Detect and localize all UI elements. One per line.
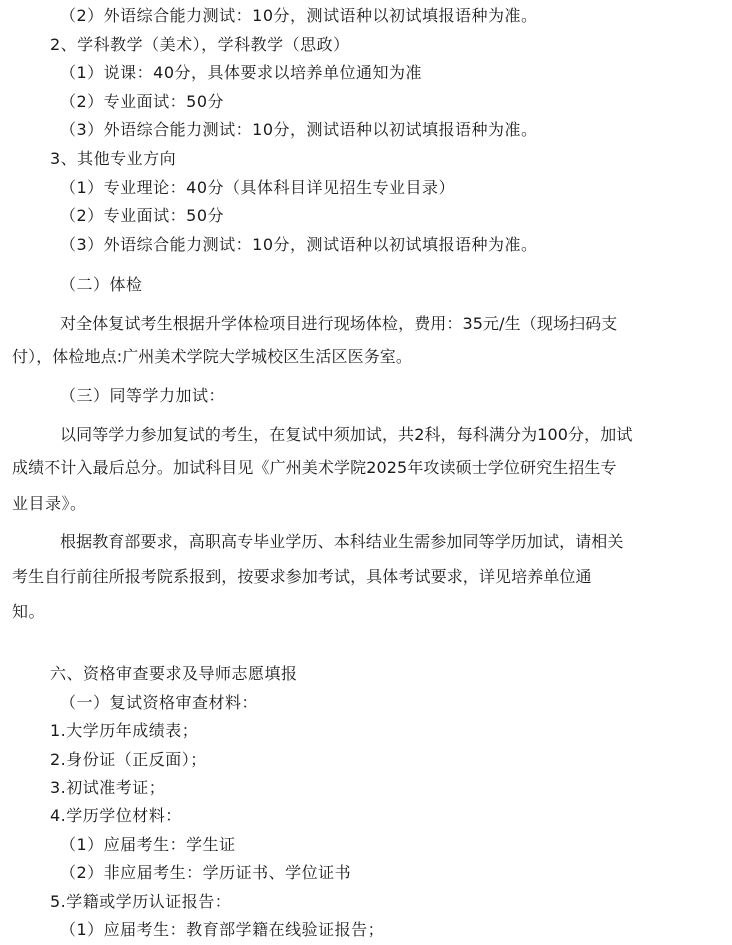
text-line: （2）外语综合能力测试：10分，测试语种以初试填报语种为准。 [60,6,538,25]
paragraph-line: 成绩不计入最后总分。加试科目见《广州美术学院2025年攻读硕士学位研究生招生专 [12,458,617,477]
list-item: （1）应届考生：教育部学籍在线验证报告； [60,920,385,939]
text-line: （2）专业面试：50分 [60,92,225,111]
list-item: 1.大学历年成绩表； [50,721,199,740]
paragraph-line: 付），体检地点:广州美术学院大学城校区生活区医务室。 [12,347,412,366]
section-heading: 3、其他专业方向 [50,149,177,168]
section-heading: 2、学科教学（美术），学科教学（思政） [50,35,350,54]
list-item: 4.学历学位材料： [50,806,182,825]
list-item: 5.学籍或学历认证报告： [50,892,232,911]
paragraph-line: 根据教育部要求，高职高专毕业学历、本科结业生需参加同等学历加试，请相关 [60,532,624,551]
text-line: （1）说课：40分，具体要求以培养单位通知为准 [60,63,423,82]
section-heading: （二）体检 [60,275,143,294]
paragraph-line: 业目录》。 [12,494,87,513]
text-line: （3）外语综合能力测试：10分，测试语种以初试填报语种为准。 [60,120,538,139]
list-item: 2.身份证（正反面）； [50,750,207,769]
paragraph-line: 对全体复试考生根据升学体检项目进行现场体检，费用：35元/生（现场扫码支 [60,314,618,333]
section-heading: （三）同等学力加试： [60,386,226,405]
list-item: 3.初试准考证； [50,778,166,797]
list-item: （2）非应届考生：学历证书、学位证书 [60,863,352,882]
paragraph-line: 以同等学力参加复试的考生，在复试中须加试，共2科，每科满分为100分，加试 [60,425,633,444]
section-heading: （一）复试资格审查材料： [60,693,259,712]
text-line: （3）外语综合能力测试：10分，测试语种以初试填报语种为准。 [60,235,538,254]
text-line: （1）专业理论：40分（具体科目详见招生专业目录） [60,178,456,197]
section-heading: 六、资格审查要求及导师志愿填报 [50,664,298,683]
paragraph-line: 考生自行前往所报考院系报到，按要求参加考试，具体考试要求，详见培养单位通 [12,567,592,586]
text-line: （2）专业面试：50分 [60,206,225,225]
list-item: （1）应届考生：学生证 [60,835,236,854]
paragraph-line: 知。 [12,602,46,621]
